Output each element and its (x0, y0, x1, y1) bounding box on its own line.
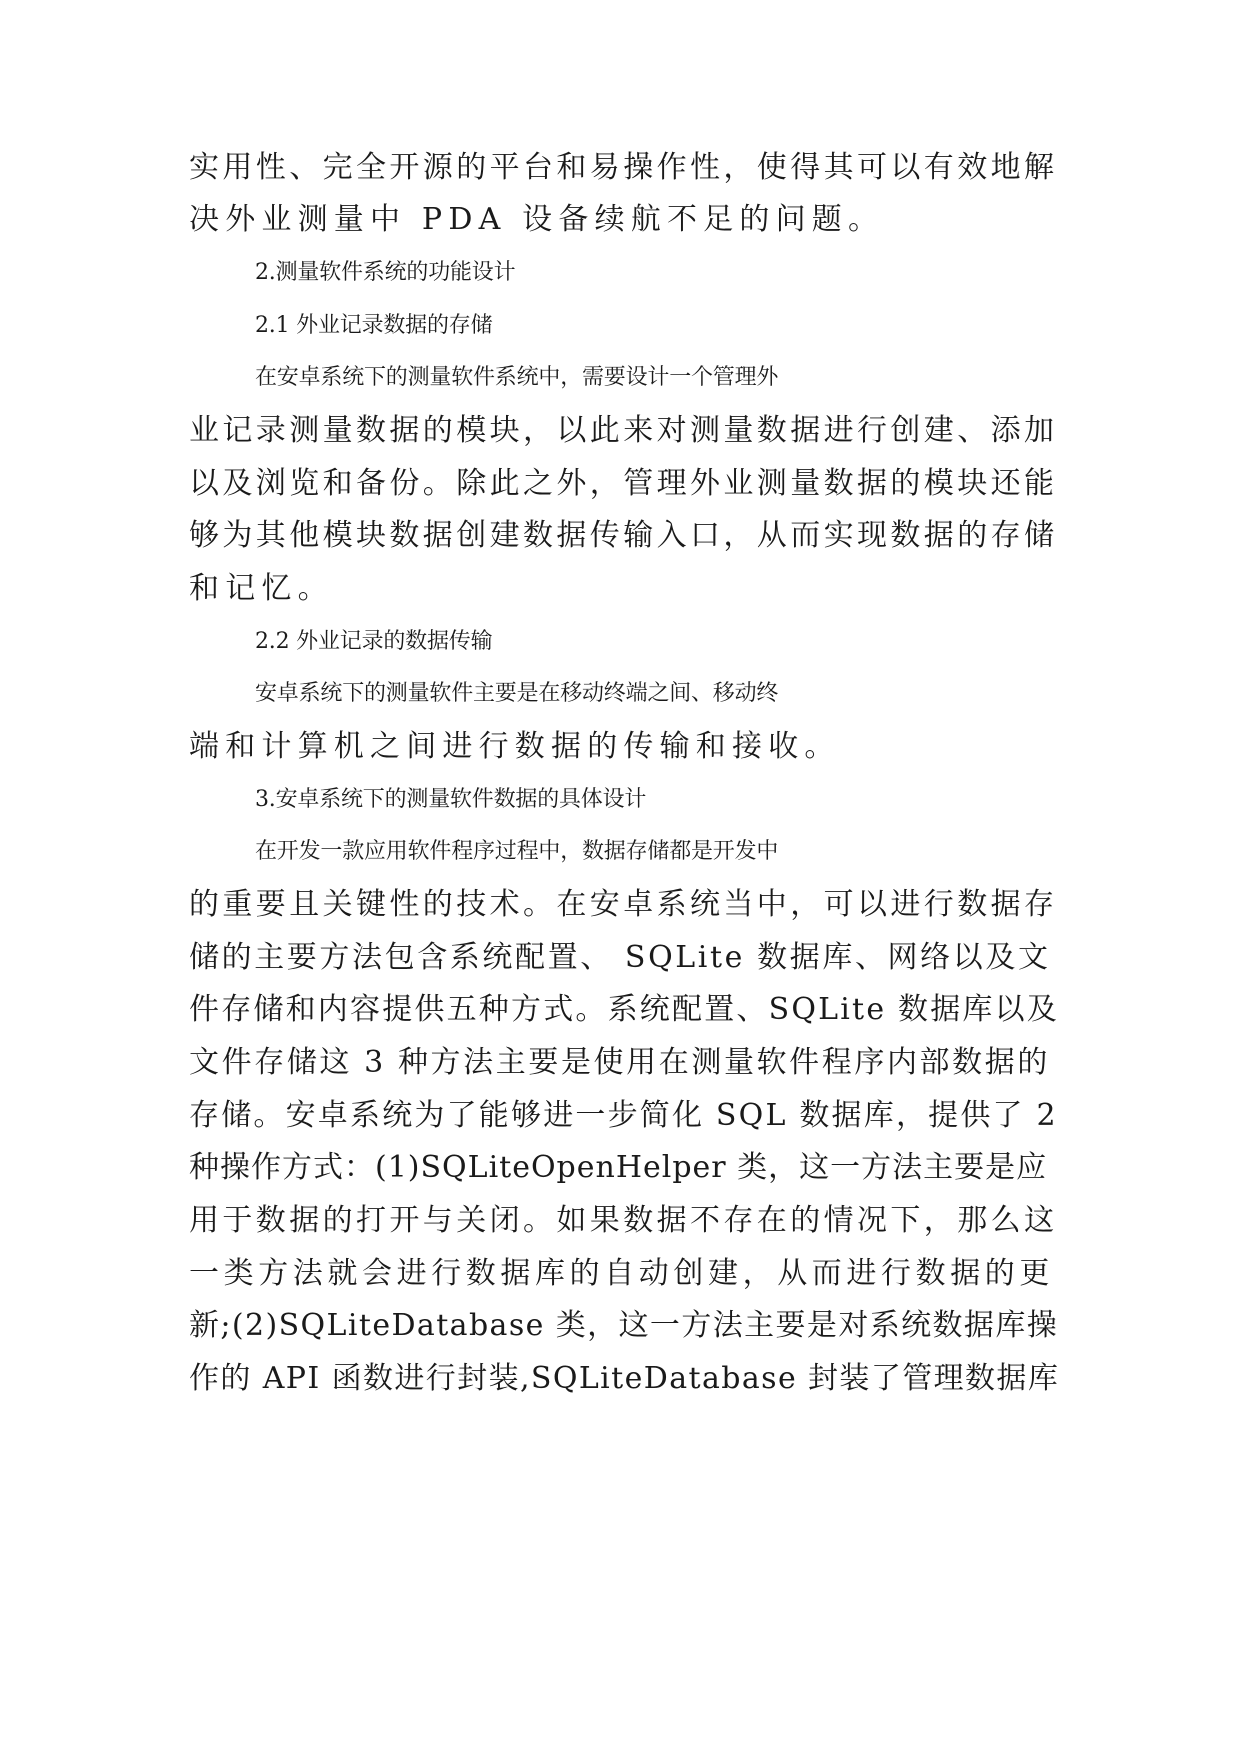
text-line: 用于数据的打开与关闭。如果数据不存在的情况下，那么这 (189, 1203, 1058, 1238)
text-line: 以及浏览和备份。除此之外，管理外业测量数据的模块还能 (189, 466, 1058, 501)
text-line: 安卓系统下的测量软件主要是在移动终端之间、移动终 (255, 681, 779, 706)
text-line: 在开发一款应用软件程序过程中，数据存储都是开发中 (255, 839, 779, 864)
text-line: 储的主要方法包含系统配置、 SQLite 数据库、网络以及文 (189, 940, 1051, 975)
text-line: 一类方法就会进行数据库的自动创建，从而进行数据的更 (189, 1256, 1054, 1291)
text-line: 和记忆。 (189, 571, 334, 606)
text-line: 文件存储这 3 种方法主要是使用在测量软件程序内部数据的 (189, 1045, 1050, 1080)
text-line: 新;(2)SQLiteDatabase 类，这一方法主要是对系统数据库操 (189, 1308, 1059, 1343)
subsection-heading: 2.1 外业记录数据的存储 (255, 313, 493, 338)
subsection-heading: 2.2 外业记录的数据传输 (255, 629, 493, 654)
text-line: 实用性、完全开源的平台和易操作性，使得其可以有效地解 (189, 150, 1058, 185)
text-line: 决外业测量中 PDA 设备续航不足的问题。 (189, 202, 885, 237)
text-line: 够为其他模块数据创建数据传输入口，从而实现数据的存储 (189, 518, 1058, 553)
text-line: 存储。安卓系统为了能够进一步简化 SQL 数据库，提供了 2 (189, 1098, 1058, 1133)
text-line: 作的 API 函数进行封装,SQLiteDatabase 封装了管理数据库 (189, 1361, 1060, 1396)
text-line: 端和计算机之间进行数据的传输和接收。 (189, 729, 841, 764)
section-heading: 3.安卓系统下的测量软件数据的具体设计 (255, 787, 647, 812)
text-line: 件存储和内容提供五种方式。系统配置、SQLite 数据库以及 (189, 992, 1060, 1027)
section-heading: 2.测量软件系统的功能设计 (255, 260, 516, 285)
text-line: 的重要且关键性的技术。在安卓系统当中，可以进行数据存 (189, 887, 1058, 922)
text-line: 在安卓系统下的测量软件系统中，需要设计一个管理外 (255, 365, 779, 390)
text-line: 业记录测量数据的模块，以此来对测量数据进行创建、添加 (189, 413, 1058, 448)
text-line: 种操作方式：(1)SQLiteOpenHelper 类，这一方法主要是应 (189, 1150, 1048, 1185)
